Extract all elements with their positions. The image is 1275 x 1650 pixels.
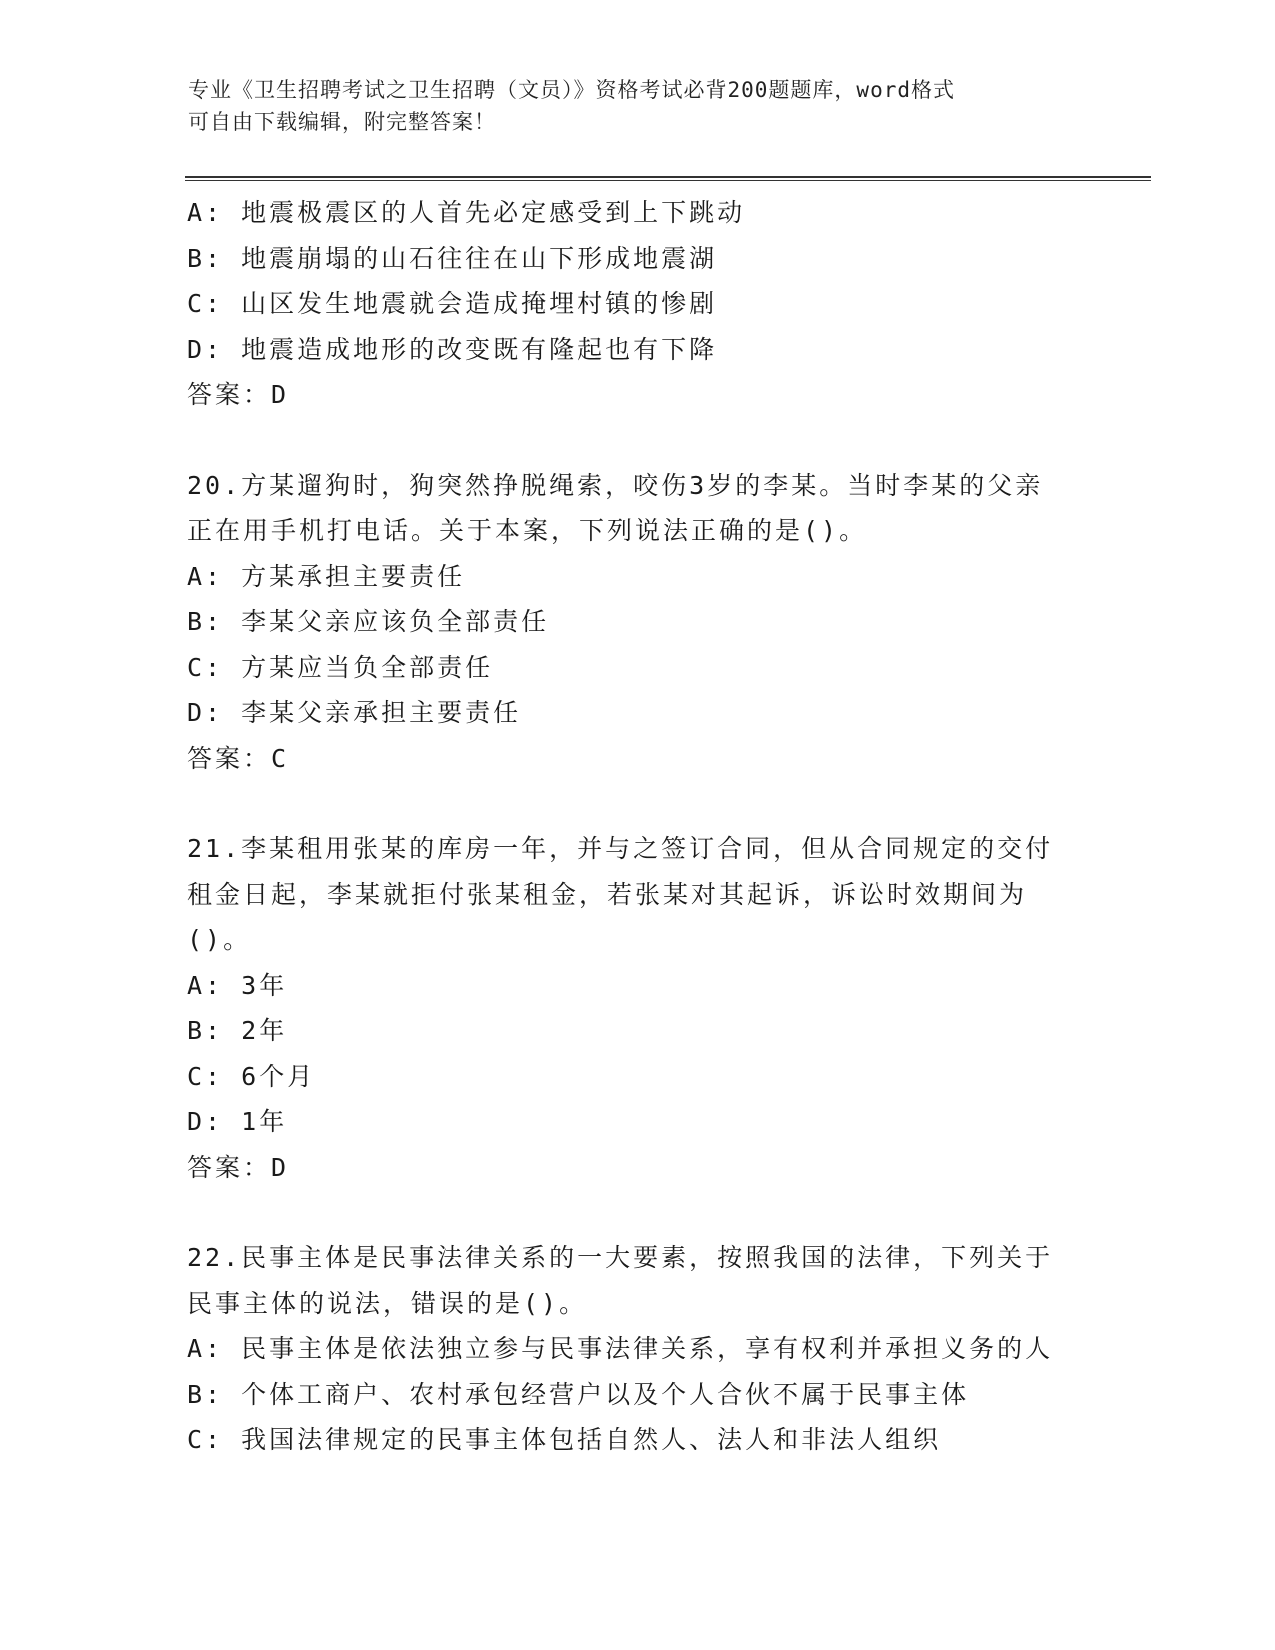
option-b: B: 地震崩塌的山石往往在山下形成地震湖 [187,243,718,273]
question-stem-line: 正在用手机打电话。关于本案，下列说法正确的是()。 [187,516,868,545]
answer: 答案：D [187,380,290,409]
question-spacer [187,1190,1087,1235]
option-b: B: 2年 [187,1016,288,1045]
option-b: B: 个体工商户、农村承包经营户以及个人合伙不属于民事主体 [187,1379,970,1409]
header-title-line-1: 专业《卫生招聘考试之卫生招聘（文员）》资格考试必背200题题库，word格式 [188,78,955,102]
question-21 [187,826,1087,1190]
question-content [187,190,1087,1463]
header-title-line-2: 可自由下载编辑，附完整答案！ [188,110,496,134]
option-c: C: 我国法律规定的民事主体包括自然人、法人和非法人组织 [187,1425,942,1454]
answer: 答案：C [187,743,290,773]
question-spacer [187,418,1087,463]
option-c: C: 方某应当负全部责任 [187,652,494,682]
question-20 [187,463,1087,782]
option-d: D: 1年 [187,1107,288,1136]
question-stem-line: 20.方某遛狗时，狗突然挣脱绳索，咬伤3岁的李某。当时李某的父亲 [187,470,1044,500]
question-stem-line: 21.李某租用张某的库房一年，并与之签订合同，但从合同规定的交付 [187,834,1054,863]
question-stem-line: 租金日起，李某就拒付张某租金，若张某对其起诉，诉讼时效期间为 [187,879,1028,909]
option-d: D: 李某父亲承担主要责任 [187,698,522,727]
option-a: A: 地震极震区的人首先必定感受到上下跳动 [187,198,746,227]
question-19-continued [187,190,1087,418]
document-header [188,74,1088,138]
option-a: A: 民事主体是依法独立参与民事法律关系，享有权利并承担义务的人 [187,1334,1054,1363]
option-c: C: 山区发生地震就会造成掩埋村镇的惨剧 [187,289,718,318]
option-d: D: 地震造成地形的改变既有隆起也有下降 [187,334,718,364]
header-divider [185,176,1151,181]
answer: 答案：D [187,1152,290,1182]
option-a: A: 3年 [187,970,288,1000]
question-stem-line: 22.民事主体是民事法律关系的一大要素，按照我国的法律，下列关于 [187,1243,1054,1272]
question-stem-line: ()。 [187,925,252,954]
question-spacer [187,781,1087,826]
option-a: A: 方某承担主要责任 [187,561,466,591]
question-stem-line: 民事主体的说法，错误的是()。 [187,1288,588,1318]
question-22 [187,1235,1087,1463]
option-c: C: 6个月 [187,1061,316,1091]
option-b: B: 李某父亲应该负全部责任 [187,607,550,636]
